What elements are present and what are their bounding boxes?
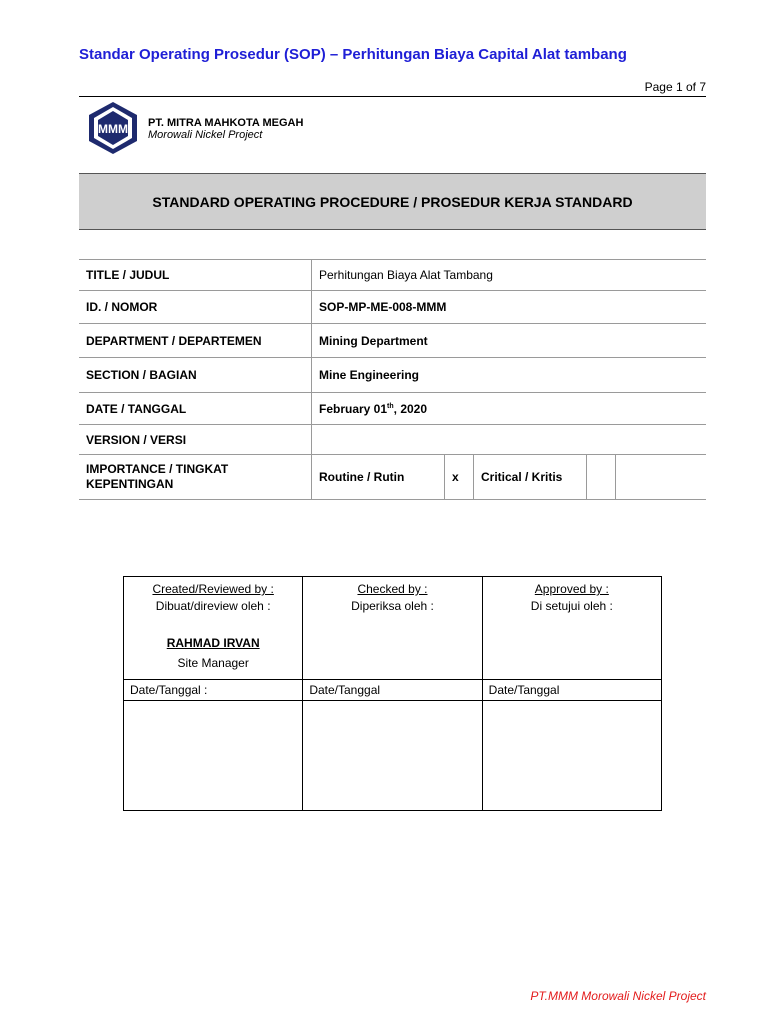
created-en: Created/Reviewed by : [152, 582, 274, 596]
logo-lettering: MMM [98, 122, 128, 136]
company-logo [86, 100, 140, 156]
company-name: PT. MITRA MAHKOTA MEGAH [148, 117, 304, 129]
checked-en: Checked by : [357, 582, 428, 596]
title-label: TITLE / JUDUL [79, 260, 312, 291]
document-title: Standar Operating Prosedur (SOP) – Perhitungan Biaya Capital Alat tambang [79, 46, 627, 63]
date-label: DATE / TANGGAL [79, 393, 312, 425]
section-label: SECTION / BAGIAN [79, 358, 312, 393]
version-value [312, 425, 707, 455]
critical-label: Critical / Kritis [474, 455, 587, 500]
info-row-version [79, 425, 706, 455]
version-label: VERSION / VERSI [79, 425, 312, 455]
department-label: DEPARTMENT / DEPARTEMEN [79, 324, 312, 358]
info-row-department [79, 324, 706, 358]
importance-label: IMPORTANCE / TINGKAT KEPENTINGAN [79, 455, 312, 500]
info-row-section [79, 358, 706, 393]
approved-cell [482, 577, 661, 680]
id-value: SOP-MP-ME-008-MMM [312, 291, 707, 324]
checked-id: Diperiksa oleh : [351, 599, 434, 613]
sop-banner: STANDARD OPERATING PROCEDURE / PROSEDUR KERJA STANDARD [79, 173, 706, 230]
title-value: Perhitungan Biaya Alat Tambang [312, 260, 707, 291]
signer-name: RAHMAD IRVAN [166, 636, 260, 650]
signoff-date-row [124, 680, 662, 701]
date-field-created: Date/Tanggal : [124, 680, 303, 701]
signature-box-created [124, 701, 303, 811]
company-block [148, 117, 303, 141]
routine-checkbox: x [445, 455, 474, 500]
routine-label: Routine / Rutin [312, 455, 445, 500]
id-label: ID. / NOMOR [79, 291, 312, 324]
signature-box-checked [303, 701, 482, 811]
company-project: Morowali Nickel Project [148, 129, 263, 141]
date-field-approved: Date/Tanggal [482, 680, 661, 701]
info-row-date [79, 393, 706, 425]
page-number: Page 1 of 7 [644, 80, 706, 94]
sop-info-table [79, 259, 706, 500]
signer-role: Site Manager [177, 656, 249, 670]
critical-checkbox [587, 455, 616, 500]
approved-en: Approved by : [534, 582, 609, 596]
signature-box-approved [482, 701, 661, 811]
date-field-checked: Date/Tanggal [303, 680, 482, 701]
importance-spacer [616, 455, 707, 500]
department-value: Mining Department [312, 324, 707, 358]
created-id: Dibuat/direview oleh : [155, 599, 271, 613]
section-value: Mine Engineering [312, 358, 707, 393]
signoff-header-row [124, 577, 662, 680]
info-row-importance [79, 455, 706, 500]
info-row-title [79, 260, 706, 291]
info-row-id [79, 291, 706, 324]
created-cell [124, 577, 303, 680]
signoff-signature-row [124, 701, 662, 811]
footer-text: PT.MMM Morowali Nickel Project [530, 989, 706, 1003]
checked-cell [303, 577, 482, 680]
date-value: February 01th, 2020 [312, 393, 707, 425]
approved-id: Di setujui oleh : [530, 599, 613, 613]
signoff-table [123, 576, 662, 811]
header-divider [79, 96, 706, 97]
